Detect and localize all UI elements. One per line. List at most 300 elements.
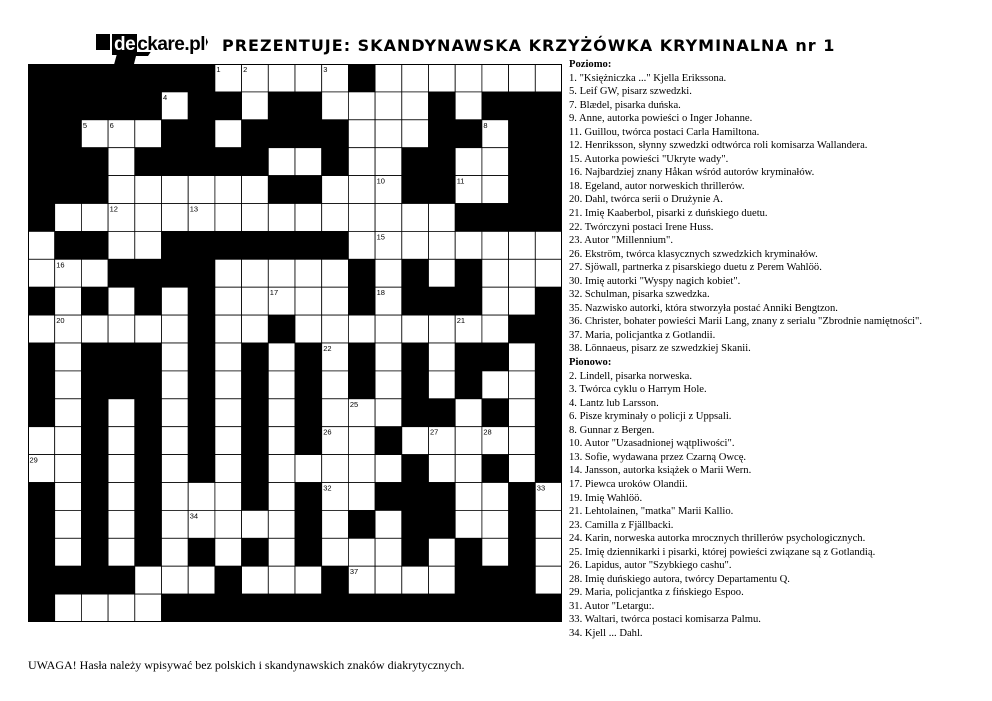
answer-cell[interactable] — [402, 231, 429, 259]
block-cell — [81, 510, 108, 538]
answer-cell[interactable] — [135, 204, 162, 232]
down-clue: 8. Gunnar z Bergen. — [569, 424, 655, 436]
answer-cell[interactable] — [455, 427, 482, 455]
across-clue: 26. Ekström, twórca klasycznych szwedzkich kryminałów. — [569, 248, 818, 260]
answer-cell[interactable] — [429, 204, 456, 232]
answer-cell[interactable] — [535, 510, 562, 538]
answer-cell[interactable] — [295, 566, 322, 594]
answer-cell[interactable] — [108, 483, 135, 511]
answer-cell[interactable] — [348, 120, 375, 148]
block-cell — [55, 120, 82, 148]
answer-cell[interactable] — [28, 259, 55, 287]
answer-cell[interactable] — [322, 176, 349, 204]
across-clue: 22. Twórczyni postaci Irene Huss. — [569, 221, 714, 233]
block-cell — [242, 231, 269, 259]
answer-cell[interactable] — [295, 455, 322, 483]
answer-cell[interactable] — [482, 510, 509, 538]
answer-cell[interactable] — [28, 427, 55, 455]
answer-cell[interactable] — [135, 231, 162, 259]
block-cell — [348, 510, 375, 538]
answer-cell[interactable] — [215, 455, 242, 483]
answer-cell[interactable] — [81, 594, 108, 622]
answer-cell[interactable] — [375, 371, 402, 399]
answer-cell[interactable] — [429, 231, 456, 259]
answer-cell[interactable] — [429, 259, 456, 287]
block-cell — [429, 148, 456, 176]
block-cell — [268, 120, 295, 148]
answer-cell[interactable] — [402, 204, 429, 232]
answer-cell[interactable] — [455, 510, 482, 538]
block-cell — [242, 148, 269, 176]
answer-cell[interactable] — [268, 538, 295, 566]
across-clue: 35. Nazwisko autorki, która stworzyła postać Anniki Bengtzon. — [569, 302, 838, 314]
answer-cell[interactable] — [108, 287, 135, 315]
block-cell — [28, 287, 55, 315]
block-cell — [402, 510, 429, 538]
block-cell — [162, 259, 189, 287]
answer-cell[interactable] — [162, 399, 189, 427]
answer-cell[interactable] — [509, 371, 536, 399]
answer-cell[interactable] — [81, 315, 108, 343]
answer-cell[interactable] — [215, 343, 242, 371]
block-cell — [295, 343, 322, 371]
answer-cell[interactable] — [509, 231, 536, 259]
block-cell — [535, 315, 562, 343]
answer-cell[interactable] — [482, 371, 509, 399]
answer-cell[interactable] — [482, 64, 509, 92]
down-clue: 2. Lindell, pisarka norweska. — [569, 370, 692, 382]
block-cell — [535, 204, 562, 232]
across-clue: 5. Leif GW, pisarz szwedzki. — [569, 86, 692, 98]
answer-cell[interactable] — [482, 287, 509, 315]
block-cell — [242, 483, 269, 511]
answer-cell[interactable] — [268, 483, 295, 511]
block-cell — [295, 483, 322, 511]
answer-cell[interactable] — [482, 483, 509, 511]
answer-cell[interactable] — [242, 204, 269, 232]
answer-cell[interactable] — [455, 483, 482, 511]
block-cell — [135, 538, 162, 566]
answer-cell[interactable] — [295, 64, 322, 92]
answer-cell[interactable] — [162, 427, 189, 455]
answer-cell[interactable] — [162, 315, 189, 343]
answer-cell[interactable] — [268, 259, 295, 287]
block-cell — [242, 371, 269, 399]
answer-cell[interactable] — [375, 455, 402, 483]
block-cell — [509, 176, 536, 204]
answer-cell[interactable] — [188, 176, 215, 204]
page-title: PREZENTUJE: SKANDYNAWSKA KRZYŻÓWKA KRYMINALNA nr 1 — [222, 36, 836, 55]
answer-cell[interactable] — [322, 259, 349, 287]
across-clue: 30. Imię autorki "Wyspy nagich kobiet". — [569, 275, 741, 287]
answer-cell[interactable] — [81, 204, 108, 232]
across-clues — [569, 72, 989, 356]
block-cell — [322, 594, 349, 622]
answer-cell[interactable] — [348, 315, 375, 343]
block-cell — [55, 176, 82, 204]
answer-cell[interactable] — [108, 538, 135, 566]
answer-cell[interactable] — [108, 455, 135, 483]
answer-cell[interactable] — [268, 510, 295, 538]
answer-cell[interactable] — [268, 343, 295, 371]
answer-cell[interactable] — [215, 538, 242, 566]
answer-cell[interactable] — [108, 594, 135, 622]
block-cell — [55, 92, 82, 120]
block-cell — [188, 427, 215, 455]
answer-cell[interactable] — [348, 92, 375, 120]
block-cell — [215, 231, 242, 259]
answer-cell[interactable] — [81, 259, 108, 287]
block-cell — [81, 287, 108, 315]
answer-cell[interactable] — [535, 538, 562, 566]
answer-cell[interactable] — [375, 204, 402, 232]
answer-cell[interactable] — [509, 64, 536, 92]
answer-cell[interactable] — [55, 287, 82, 315]
answer-cell[interactable] — [429, 315, 456, 343]
answer-cell[interactable] — [135, 566, 162, 594]
block-cell — [509, 92, 536, 120]
answer-cell[interactable] — [482, 176, 509, 204]
block-cell — [162, 231, 189, 259]
answer-cell[interactable] — [268, 148, 295, 176]
answer-cell[interactable] — [295, 148, 322, 176]
block-cell — [509, 315, 536, 343]
answer-cell[interactable] — [162, 566, 189, 594]
block-cell — [295, 510, 322, 538]
across-clue: 27. Sjöwall, partnerka z pisarskiego duetu z Perem Wahlöö. — [569, 262, 822, 274]
answer-cell[interactable] — [375, 148, 402, 176]
answer-cell[interactable] — [375, 64, 402, 92]
block-cell — [509, 483, 536, 511]
answer-cell[interactable] — [135, 176, 162, 204]
answer-cell[interactable] — [55, 455, 82, 483]
answer-cell[interactable] — [108, 231, 135, 259]
block-cell — [268, 594, 295, 622]
across-clue: 15. Autorka powieści "Ukryte wady". — [569, 153, 729, 165]
answer-cell[interactable] — [429, 538, 456, 566]
answer-cell[interactable] — [509, 287, 536, 315]
answer-cell[interactable] — [295, 204, 322, 232]
answer-cell[interactable] — [162, 176, 189, 204]
answer-cell[interactable] — [215, 204, 242, 232]
answer-cell[interactable] — [509, 259, 536, 287]
answer-cell[interactable] — [135, 315, 162, 343]
answer-cell[interactable] — [108, 510, 135, 538]
answer-cell[interactable] — [28, 315, 55, 343]
answer-cell[interactable] — [268, 455, 295, 483]
answer-cell[interactable] — [402, 92, 429, 120]
block-cell — [188, 343, 215, 371]
clue-number: 17 — [269, 288, 279, 298]
down-clue: 4. Lantz lub Larsson. — [569, 397, 659, 409]
answer-cell[interactable] — [215, 176, 242, 204]
answer-cell[interactable] — [188, 566, 215, 594]
answer-cell[interactable] — [215, 427, 242, 455]
answer-cell[interactable] — [535, 566, 562, 594]
block-cell — [242, 594, 269, 622]
clue-number: 9 — [296, 176, 301, 186]
block-cell — [188, 399, 215, 427]
answer-cell[interactable] — [482, 315, 509, 343]
answer-cell[interactable] — [375, 92, 402, 120]
block-cell — [455, 594, 482, 622]
answer-cell[interactable] — [55, 204, 82, 232]
answer-cell[interactable] — [455, 148, 482, 176]
clue-number: 11 — [456, 176, 465, 186]
block-cell — [402, 148, 429, 176]
answer-cell[interactable] — [162, 371, 189, 399]
answer-cell[interactable] — [375, 399, 402, 427]
answer-cell[interactable] — [242, 259, 269, 287]
block-cell — [455, 343, 482, 371]
answer-cell[interactable] — [402, 120, 429, 148]
clue-number: 18 — [376, 288, 385, 298]
answer-cell[interactable] — [348, 176, 375, 204]
answer-cell[interactable] — [535, 231, 562, 259]
answer-cell[interactable] — [322, 371, 349, 399]
answer-cell[interactable] — [322, 204, 349, 232]
block-cell — [135, 427, 162, 455]
block-cell — [135, 148, 162, 176]
answer-cell[interactable] — [322, 287, 349, 315]
block-cell — [28, 343, 55, 371]
block-cell — [535, 343, 562, 371]
across-clue: 12. Henriksson, słynny szwedzki odtwórca roli komisarza Wallandera. — [569, 140, 868, 152]
block-cell — [348, 64, 375, 92]
answer-cell[interactable] — [482, 259, 509, 287]
answer-cell[interactable] — [242, 176, 269, 204]
answer-cell[interactable] — [108, 176, 135, 204]
answer-cell[interactable] — [322, 538, 349, 566]
answer-cell[interactable] — [455, 64, 482, 92]
clue-number: 22 — [323, 344, 332, 353]
answer-cell[interactable] — [375, 259, 402, 287]
answer-cell[interactable] — [402, 64, 429, 92]
clue-number: 14 — [56, 232, 65, 242]
block-cell — [81, 371, 108, 399]
block-cell — [55, 566, 82, 594]
block-cell — [482, 92, 509, 120]
answer-cell[interactable] — [402, 566, 429, 594]
answer-cell[interactable] — [162, 287, 189, 315]
answer-cell[interactable] — [215, 399, 242, 427]
answer-cell[interactable] — [135, 120, 162, 148]
answer-cell[interactable] — [55, 427, 82, 455]
clue-number: 38 — [29, 595, 38, 605]
answer-cell[interactable] — [268, 566, 295, 594]
across-heading: Poziomo: — [569, 59, 612, 70]
answer-cell[interactable] — [482, 148, 509, 176]
answer-cell[interactable] — [322, 92, 349, 120]
answer-cell[interactable] — [268, 204, 295, 232]
answer-cell[interactable] — [348, 148, 375, 176]
answer-cell[interactable] — [215, 315, 242, 343]
block-cell — [215, 92, 242, 120]
answer-cell[interactable] — [215, 259, 242, 287]
answer-cell[interactable] — [482, 231, 509, 259]
answer-cell[interactable] — [268, 427, 295, 455]
answer-cell[interactable] — [55, 538, 82, 566]
block-cell — [322, 231, 349, 259]
answer-cell[interactable] — [375, 343, 402, 371]
answer-cell[interactable] — [322, 455, 349, 483]
block-cell — [375, 594, 402, 622]
answer-cell[interactable] — [322, 315, 349, 343]
answer-cell[interactable] — [108, 315, 135, 343]
clue-number: 33 — [536, 483, 546, 493]
block-cell — [402, 371, 429, 399]
block-cell — [455, 371, 482, 399]
block-cell — [402, 343, 429, 371]
answer-cell[interactable] — [348, 231, 375, 259]
down-clue: 34. Kjell ... Dahl. — [569, 627, 643, 639]
answer-cell[interactable] — [375, 120, 402, 148]
block-cell — [81, 176, 108, 204]
answer-cell[interactable] — [482, 538, 509, 566]
block-cell — [295, 399, 322, 427]
answer-cell[interactable] — [55, 483, 82, 511]
block-cell — [535, 455, 562, 483]
answer-cell[interactable] — [188, 483, 215, 511]
answer-cell[interactable] — [162, 455, 189, 483]
answer-cell[interactable] — [348, 427, 375, 455]
answer-cell[interactable] — [375, 510, 402, 538]
answer-cell[interactable] — [295, 287, 322, 315]
down-clue: 28. Imię duńskiego autora, twórcy Departamentu Q. — [569, 573, 790, 585]
answer-cell[interactable] — [215, 120, 242, 148]
block-cell — [188, 92, 215, 120]
answer-cell[interactable] — [509, 455, 536, 483]
answer-cell[interactable] — [162, 343, 189, 371]
answer-cell[interactable] — [55, 510, 82, 538]
answer-cell[interactable] — [509, 399, 536, 427]
down-clue: 25. Imię dziennikarki i pisarki, której powieści związane są z Gotlandią. — [569, 546, 876, 558]
answer-cell[interactable] — [135, 594, 162, 622]
block-cell — [295, 92, 322, 120]
clue-number: 1 — [216, 65, 221, 74]
down-clue: 19. Imię Wahlöö. — [569, 492, 643, 504]
answer-cell[interactable] — [509, 427, 536, 455]
answer-cell[interactable] — [295, 315, 322, 343]
block-cell — [81, 483, 108, 511]
answer-cell[interactable] — [509, 343, 536, 371]
block-cell — [28, 120, 55, 148]
answer-cell[interactable] — [162, 204, 189, 232]
answer-cell[interactable] — [322, 510, 349, 538]
answer-cell[interactable] — [348, 483, 375, 511]
logo-prefix: de — [114, 34, 136, 55]
answer-cell[interactable] — [162, 483, 189, 511]
answer-cell[interactable] — [55, 371, 82, 399]
answer-cell[interactable] — [402, 315, 429, 343]
answer-cell[interactable] — [55, 399, 82, 427]
block-cell — [188, 538, 215, 566]
clue-number: 24 — [82, 399, 92, 409]
answer-cell[interactable] — [455, 455, 482, 483]
block-cell — [509, 594, 536, 622]
answer-cell[interactable] — [375, 566, 402, 594]
answer-cell[interactable] — [322, 399, 349, 427]
answer-cell[interactable] — [268, 399, 295, 427]
block-cell — [188, 287, 215, 315]
clue-number: 27 — [430, 427, 439, 437]
answer-cell[interactable] — [455, 92, 482, 120]
answer-cell[interactable] — [429, 566, 456, 594]
block-cell — [28, 371, 55, 399]
down-clue: 31. Autor "Letargu:. — [569, 600, 655, 612]
block-cell — [108, 566, 135, 594]
answer-cell[interactable] — [108, 399, 135, 427]
answer-cell[interactable] — [28, 231, 55, 259]
answer-cell[interactable] — [242, 566, 269, 594]
block-cell — [535, 594, 562, 622]
answer-cell[interactable] — [55, 343, 82, 371]
answer-cell[interactable] — [429, 64, 456, 92]
block-cell — [535, 176, 562, 204]
answer-cell[interactable] — [215, 483, 242, 511]
answer-cell[interactable] — [535, 259, 562, 287]
answer-cell[interactable] — [215, 371, 242, 399]
answer-cell[interactable] — [375, 315, 402, 343]
block-cell — [482, 594, 509, 622]
block-cell — [28, 399, 55, 427]
answer-cell[interactable] — [535, 64, 562, 92]
answer-cell[interactable] — [429, 371, 456, 399]
block-cell — [28, 148, 55, 176]
down-clue: 6. Pisze kryminały o policji z Uppsali. — [569, 411, 732, 423]
answer-cell[interactable] — [55, 594, 82, 622]
answer-cell[interactable] — [215, 287, 242, 315]
block-cell — [322, 566, 349, 594]
answer-cell[interactable] — [242, 287, 269, 315]
block-cell — [188, 231, 215, 259]
answer-cell[interactable] — [162, 510, 189, 538]
answer-cell[interactable] — [348, 204, 375, 232]
answer-cell[interactable] — [402, 427, 429, 455]
answer-cell[interactable] — [242, 315, 269, 343]
block-cell — [108, 64, 135, 92]
answer-cell[interactable] — [348, 538, 375, 566]
answer-cell[interactable] — [162, 538, 189, 566]
answer-cell[interactable] — [375, 538, 402, 566]
answer-cell[interactable] — [268, 64, 295, 92]
block-cell — [509, 148, 536, 176]
down-clue: 17. Piewca uroków Olandii. — [569, 478, 688, 490]
block-cell — [215, 148, 242, 176]
answer-cell[interactable] — [348, 455, 375, 483]
answer-cell[interactable] — [215, 510, 242, 538]
clue-number: 15 — [376, 232, 385, 242]
answer-cell[interactable] — [268, 371, 295, 399]
block-cell — [81, 566, 108, 594]
answer-cell[interactable] — [242, 92, 269, 120]
block-cell — [28, 64, 55, 92]
answer-cell[interactable] — [108, 427, 135, 455]
block-cell — [242, 120, 269, 148]
answer-cell[interactable] — [455, 231, 482, 259]
answer-cell[interactable] — [108, 148, 135, 176]
answer-cell[interactable] — [295, 259, 322, 287]
answer-cell[interactable] — [242, 510, 269, 538]
block-cell — [135, 259, 162, 287]
answer-cell[interactable] — [429, 343, 456, 371]
block-cell — [242, 427, 269, 455]
down-clue: 33. Waltari, twórca postaci komisarza Palmu. — [569, 614, 761, 626]
block-cell — [81, 231, 108, 259]
answer-cell[interactable] — [455, 399, 482, 427]
logo-text — [112, 34, 205, 56]
answer-cell[interactable] — [429, 455, 456, 483]
